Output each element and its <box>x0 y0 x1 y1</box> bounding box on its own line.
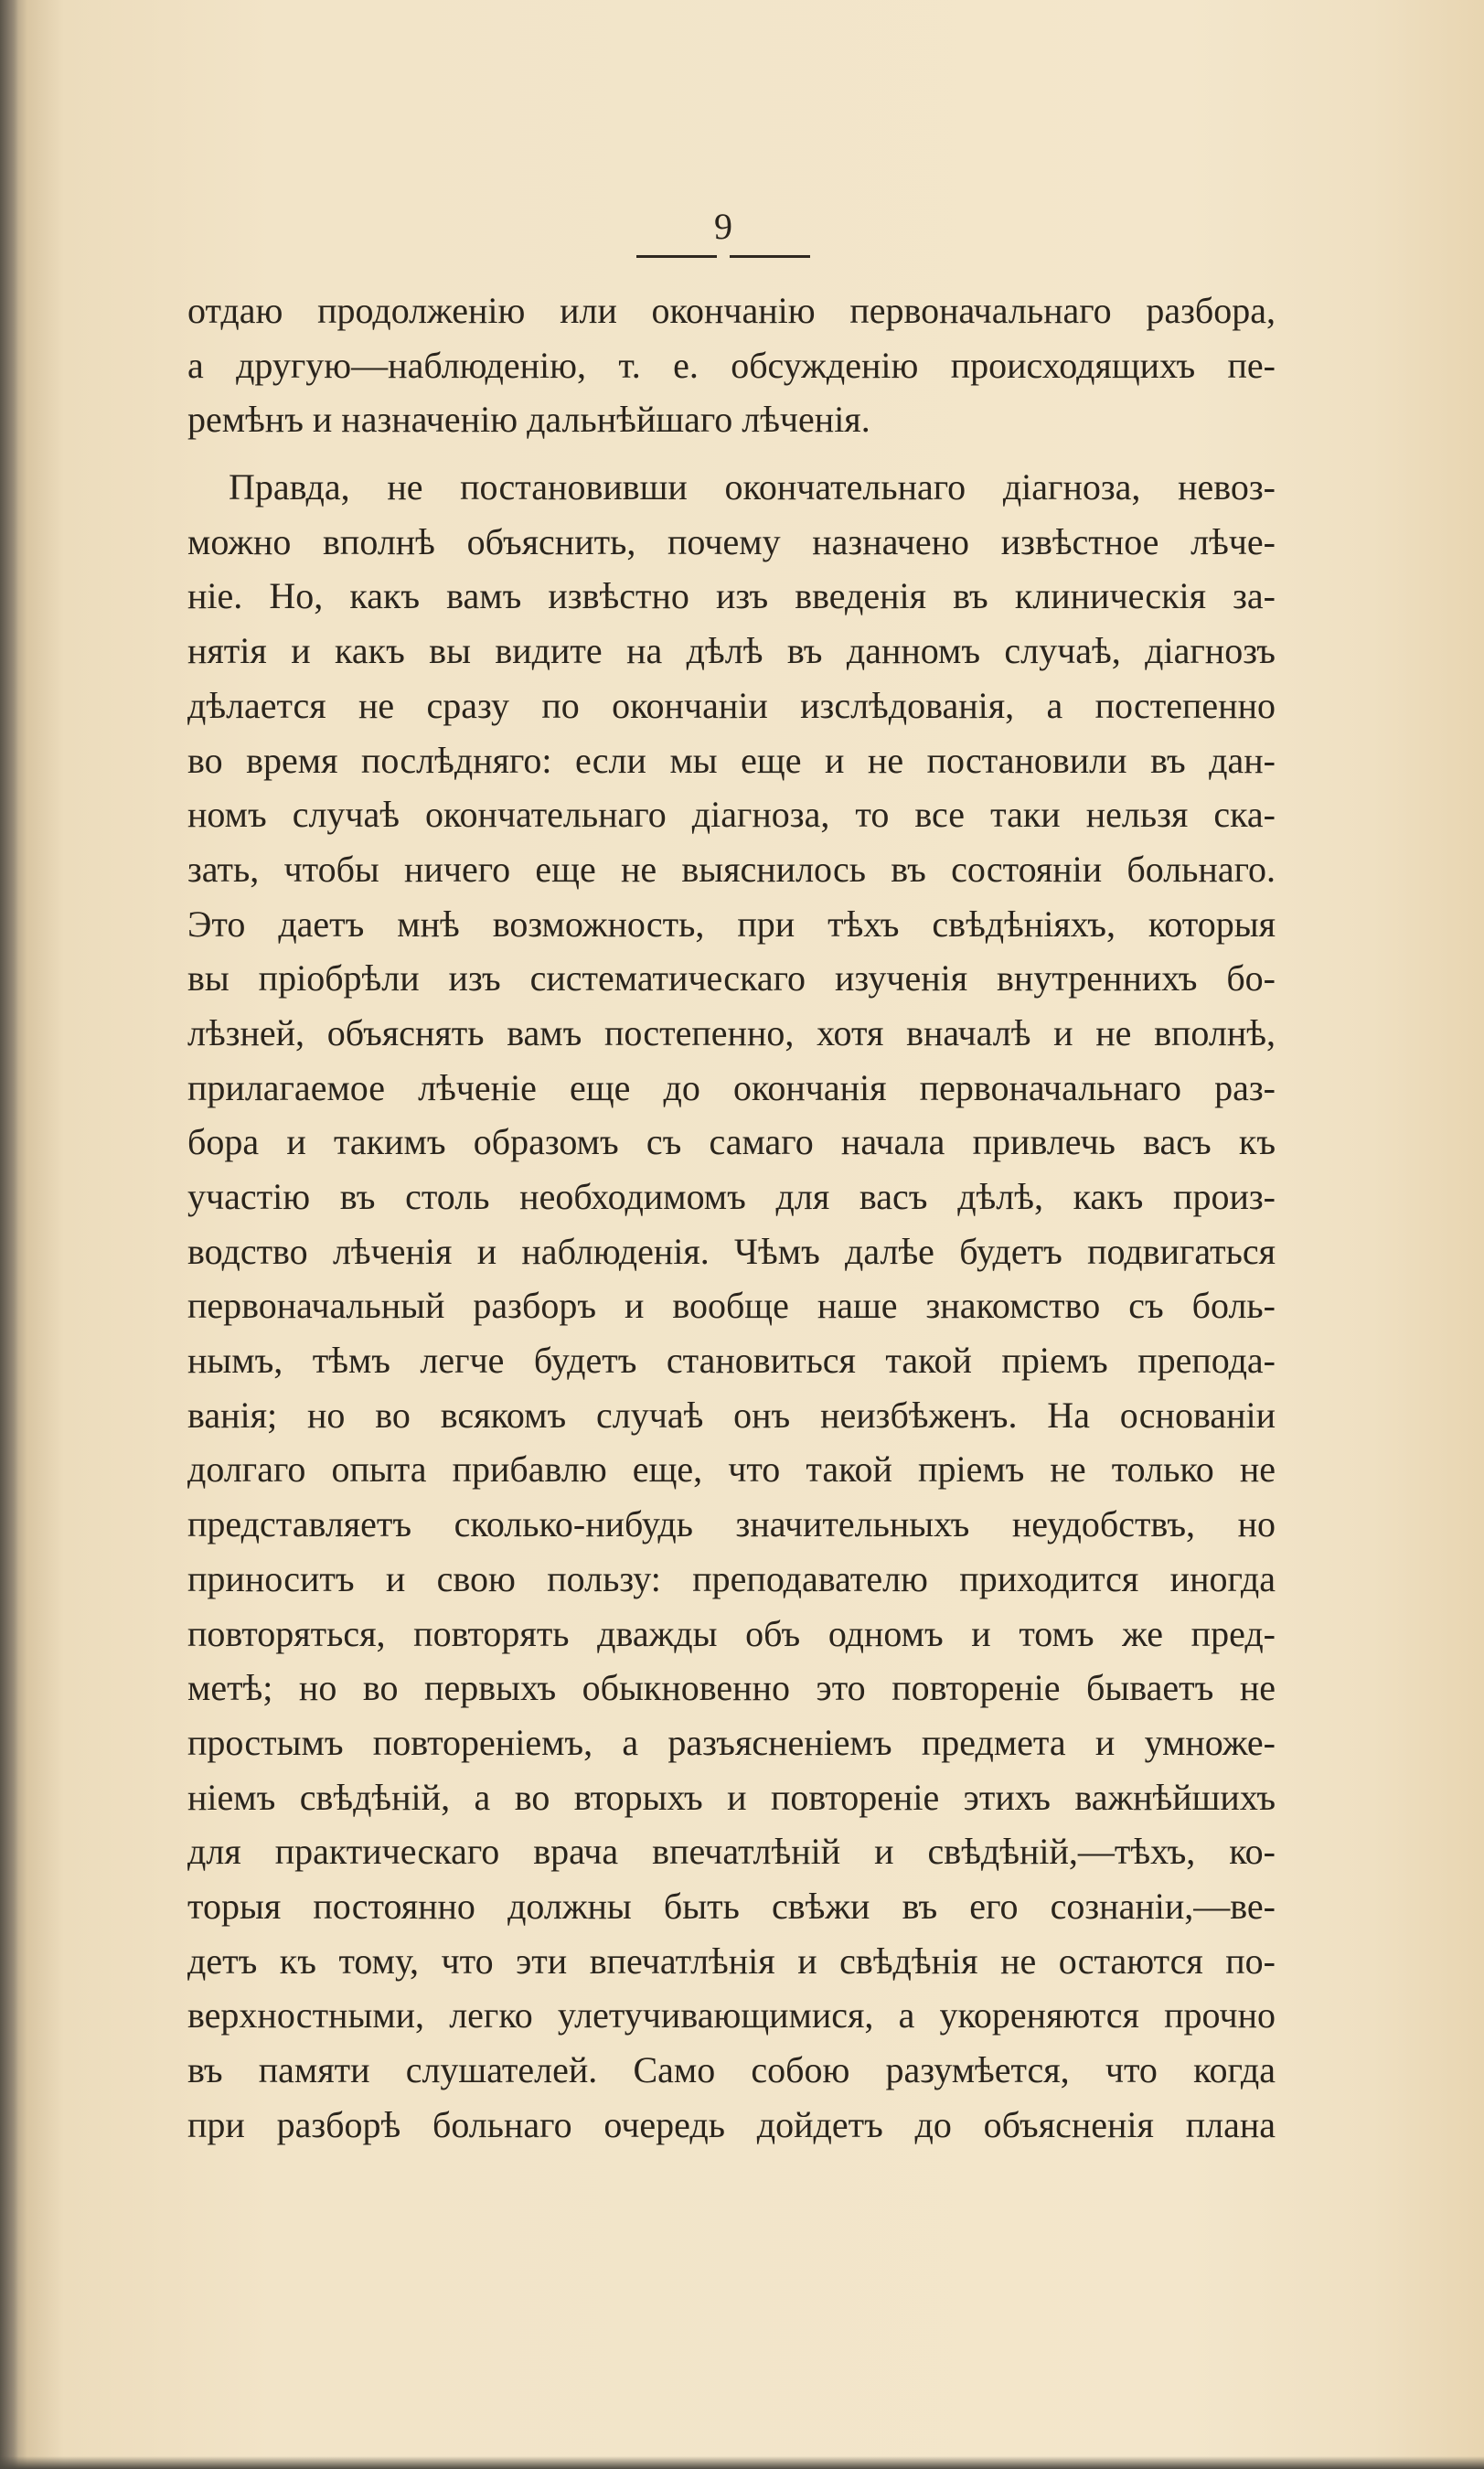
paragraph-1 <box>187 283 1276 447</box>
text-line: можно вполнѣ объяснить, почему назначено извѣстное лѣче- <box>187 520 1276 562</box>
text-line: во время послѣдняго: если мы еще и не постановили въ дан- <box>187 739 1276 781</box>
text-line: въ памяти слушателей. Само собою разумѣется, что когда <box>187 2049 1276 2090</box>
body-text <box>187 283 1276 2152</box>
text-line: Правда, не постановивши окончательнаго діагноза, невоз- <box>229 466 1276 508</box>
text-line: дѣлается не сразу по окончаніи изслѣдованія, а постепенно <box>187 684 1276 726</box>
text-line: вы пріобрѣли изъ систематическаго изученія внутреннихъ бо- <box>187 957 1276 999</box>
spine-shadow <box>0 0 18 2469</box>
text-line: верхностными, легко улетучивающимися, а укореняются прочно <box>187 1994 1276 2036</box>
text-line: повторяться, повторять дважды объ одномъ и томъ же пред- <box>187 1612 1276 1654</box>
text-line: первоначальный разборъ и вообще наше знакомство съ боль- <box>187 1285 1276 1327</box>
bottom-edge-shadow <box>0 2456 1484 2469</box>
text-line: лѣзней, объяснять вамъ постепенно, хотя вначалѣ и не вполнѣ, <box>187 1011 1276 1053</box>
text-line: при разборѣ больнаго очередь дойдетъ до объясненія плана <box>187 2103 1276 2145</box>
header-rule-left <box>636 255 717 258</box>
text-line: Это даетъ мнѣ возможность, при тѣхъ свѣдѣніяхъ, которыя <box>187 903 1276 945</box>
text-line: нятія и какъ вы видите на дѣлѣ въ данномъ случаѣ, діагнозъ <box>187 630 1276 672</box>
text-line: представляетъ сколько-нибудь значительныхъ неудобствъ, но <box>187 1503 1276 1545</box>
text-line: отдаю продолженію или окончанію первоначальнаго разбора, <box>187 290 1276 331</box>
page-number: 9 <box>714 206 732 247</box>
text-line: ремѣнъ и назначенію дальнѣйшаго лѣченія. <box>187 399 870 441</box>
text-line: а другую—наблюденію, т. е. обсужденію происходящихъ пе- <box>187 344 1276 386</box>
text-line: водство лѣченія и наблюденія. Чѣмъ далѣе будетъ подвигаться <box>187 1230 1276 1272</box>
text-line: детъ къ тому, что эти впечатлѣнія и свѣдѣнія не остаются по- <box>187 1940 1276 1982</box>
text-line: ніемъ свѣдѣній, а во вторыхъ и повтореніе этихъ важнѣйшихъ <box>187 1776 1276 1818</box>
header-rule-right <box>730 255 810 258</box>
text-line: для практическаго врача впечатлѣній и свѣдѣній,—тѣхъ, ко- <box>187 1831 1276 1873</box>
text-line: зать, чтобы ничего еще не выяснилось въ состояніи больнаго. <box>187 848 1276 890</box>
page-header <box>636 203 810 258</box>
text-line: простымъ повтореніемъ, а разъясненіемъ предмета и умноже- <box>187 1721 1276 1763</box>
paragraph-2 <box>187 460 1276 2152</box>
text-line: метѣ; но во первыхъ обыкновенно это повтореніе бываетъ не <box>187 1667 1276 1709</box>
text-line: участію въ столь необходимомъ для васъ дѣлѣ, какъ произ- <box>187 1176 1276 1217</box>
text-line: номъ случаѣ окончательнаго діагноза, то все таки нельзя ска- <box>187 794 1276 836</box>
text-line: приноситъ и свою пользу: преподавателю приходится иногда <box>187 1557 1276 1599</box>
text-line: бора и такимъ образомъ съ самаго начала привлечь васъ къ <box>187 1121 1276 1163</box>
text-line: ванія; но во всякомъ случаѣ онъ неизбѣженъ. На основаніи <box>187 1394 1276 1436</box>
text-line: торыя постоянно должны быть свѣжи въ его сознаніи,—ве- <box>187 1885 1276 1927</box>
text-line: нымъ, тѣмъ легче будетъ становиться такой пріемъ препода- <box>187 1340 1276 1382</box>
text-line: прилагаемое лѣченіе еще до окончанія первоначальнаго раз- <box>187 1066 1276 1108</box>
paragraph-gap <box>187 447 1276 460</box>
text-line: ніе. Но, какъ вамъ извѣстно изъ введенія въ клиническія за- <box>187 575 1276 617</box>
text-line: долгаго опыта прибавлю еще, что такой пріемъ не только не <box>187 1448 1276 1491</box>
